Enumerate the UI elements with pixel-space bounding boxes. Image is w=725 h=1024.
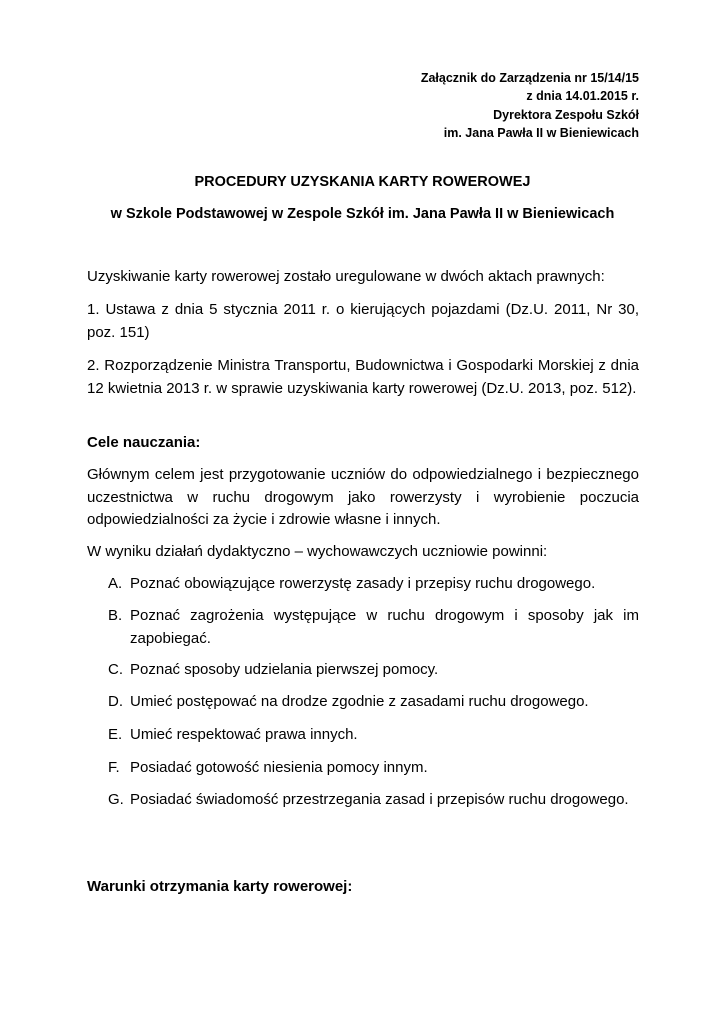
list-item-text: Posiadać gotowość niesienia pomocy innym. <box>130 759 428 776</box>
list-item-text: Umieć postępować na drodze zgodnie z zasadami ruchu drogowego. <box>130 693 589 710</box>
annex-line-4: im. Jana Pawła II w Bieniewicach <box>443 125 639 140</box>
document-title: PROCEDURY UZYSKANIA KARTY ROWEROWEJ <box>194 174 531 190</box>
list-item <box>108 724 639 747</box>
list-item-letter: F. <box>108 759 120 776</box>
annex-header <box>421 69 639 142</box>
legal-act-2: 2. Rozporządzenie Ministra Transportu, Budownictwa i Gospodarki Morskiej z dnia 12 kwietnia 2013 r. w sprawie uzyskiwania karty rowerowej (Dz.U. 2013, poz. 512). <box>87 357 639 397</box>
intro-paragraph: Uzyskiwanie karty rowerowej zostało uregulowane w dwóch aktach prawnych: <box>87 268 605 285</box>
list-item-text: Posiadać świadomość przestrzegania zasad i przepisów ruchu drogowego. <box>130 791 629 808</box>
list-item-letter: D. <box>108 693 123 710</box>
list-item-text: Poznać obowiązujące rowerzystę zasady i przepisy ruchu drogowego. <box>130 575 596 592</box>
list-item <box>108 659 639 682</box>
list-item-text: Umieć respektować prawa innych. <box>130 726 358 743</box>
goals-lead: W wyniku działań dydaktyczno – wychowawczych uczniowie powinni: <box>87 543 548 560</box>
list-item <box>108 573 639 596</box>
annex-line-1: Załącznik do Zarządzenia nr 15/14/15 <box>420 71 639 85</box>
list-item-letter: E. <box>108 726 123 743</box>
list-item-letter: A. <box>108 575 123 592</box>
annex-line-2: z dnia 14.01.2015 r. <box>526 89 639 104</box>
goals-heading: Cele nauczania: <box>87 434 201 451</box>
list-item <box>108 605 639 650</box>
list-item <box>108 691 639 714</box>
conditions-heading: Warunki otrzymania karty rowerowej: <box>87 878 353 895</box>
list-item-letter: B. <box>108 607 123 624</box>
list-item-text: Poznać sposoby udzielania pierwszej pomocy. <box>130 661 439 678</box>
document-subtitle: w Szkole Podstawowej w Zespole Szkół im. Jana Pawła II w Bieniewicach <box>110 206 615 222</box>
list-item <box>108 757 639 780</box>
list-item-letter: C. <box>108 661 123 678</box>
annex-line-3: Dyrektora Zespołu Szkół <box>493 107 639 122</box>
goals-paragraph: Głównym celem jest przygotowanie uczniów do odpowiedzialnego i bezpiecznego uczestnictwa w ruchu drogowym jako rowerzysty i wyrobienie poczucia odpowiedzialności za życie i zdrowie własne i innych. <box>87 466 639 528</box>
list-item-letter: G. <box>108 791 124 808</box>
legal-act-1: 1. Ustawa z dnia 5 stycznia 2011 r. o kierujących pojazdami (Dz.U. 2011, Nr 30, poz. 151) <box>87 301 639 341</box>
list-item <box>108 789 639 812</box>
list-item-text: Poznać zagrożenia występujące w ruchu drogowym i sposoby jak im zapobiegać. <box>130 607 639 647</box>
